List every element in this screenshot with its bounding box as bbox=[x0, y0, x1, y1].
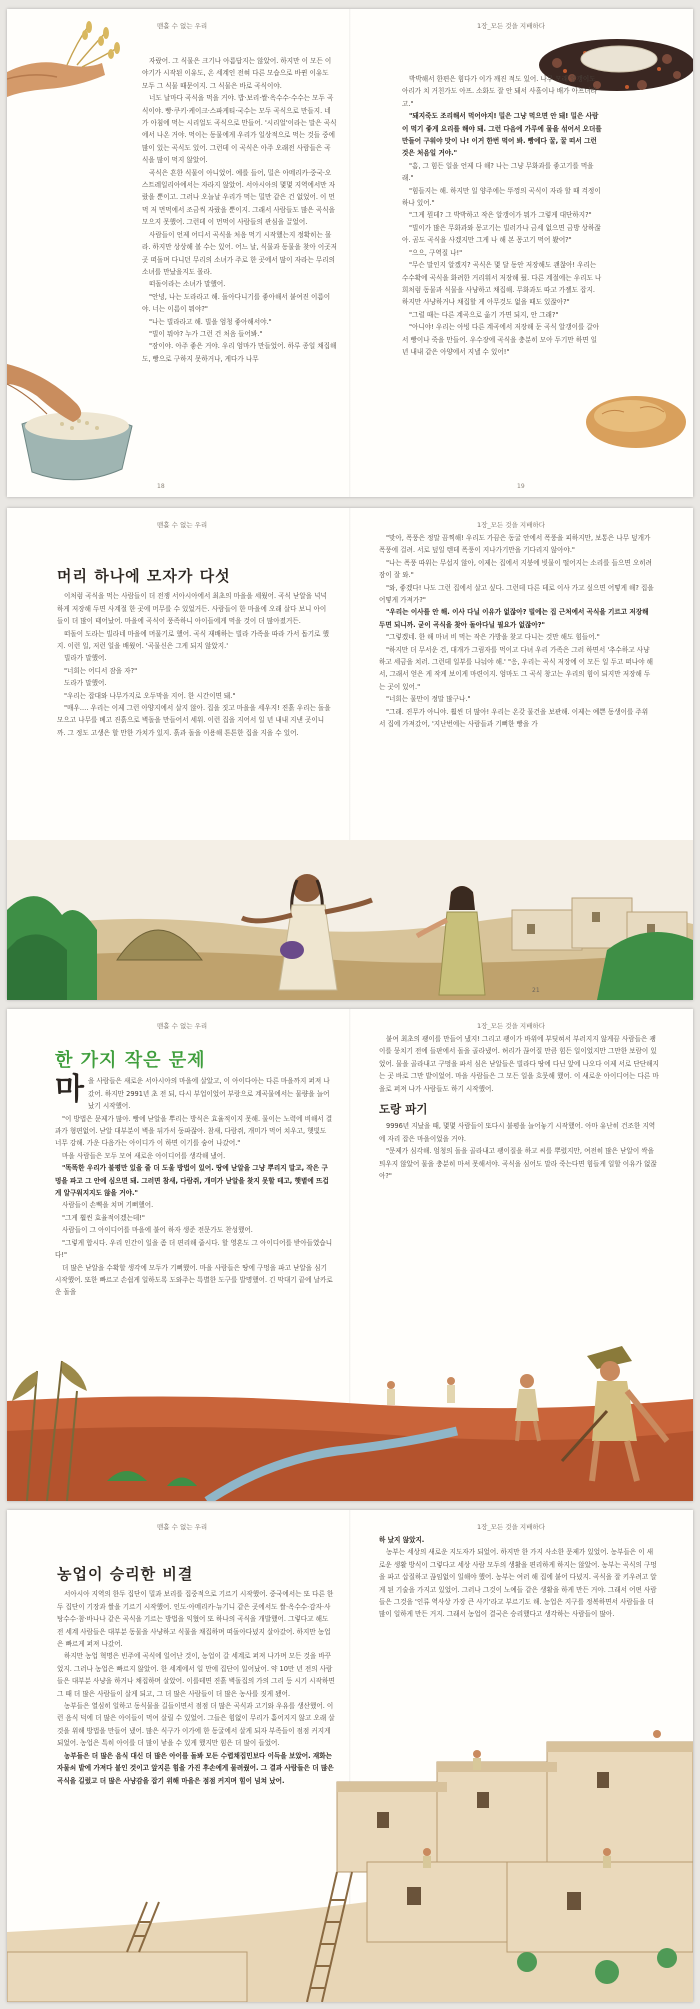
paragraph: 농부는 세상의 새로운 지도자가 되었어. 하지만 한 가지 사소한 문제가 있었어. 농부들은 이 새로운 생활 방식이 그렇다고 세상 사람 모두의 생활을 편리하게 하지는 않았어. 농부는 곡식의 구멍을 파고 삽질하고 끊임없이 일해야 했어. 농부는 여러 해 집에 붙어 다녔지. 곡식을 잘 키우려고 알게 된 기술을 가지고 있었어. 그러나 그것이 노예들 같은 생활을 하게 만든 거야. 그래서 어떤 사람들은 그것을 '인류 역사상 가장 큰 사기'라고 부르기도 해. 농업은 지구를 정복하면서 사람들을 더 많이 일하게 만든 거지. 그래서 농업이 결국은 승리했다고 생각하는 사람들이 많아. bbox=[379, 1548, 657, 1619]
paragraph: 농부들은 열심히 일하고 동식물을 길들이면서 점점 더 많은 곡식과 고기와 우유를 생산했어. 이런 음식 덕에 더 많은 아이들이 먹여 살릴 수 있었어. 그들은 힘없이 무리가 흩어지지 않고 오래 살 것을 위해 방법을 만들어 냈어. 많은 식구가 이가에 한 동굴에서 살게 되자 부족들이 점점 커지게 되었어. 농업은 특히 아이를 더 많이 낳을 수 있게 했지만 힘은 더 많이 들었어. bbox=[57, 1702, 335, 1748]
paragraph: "문제가 심각해. 엄청의 돌을 골라내고 괭이질을 하고 씨를 뿌렸지만, 여전히 많은 낟알이 싹을 틔우지 않았어 물을 충분히 마셔 못해서야. 곡식을 심어도 말라 죽는다면 힘들게 일할 이유가 없잖아?" bbox=[379, 1147, 657, 1181]
paragraph: "그럴 때는 다른 계곡으로 옮기 가면 되지, 안 그래?" bbox=[409, 310, 559, 319]
page-number-right: 19 bbox=[517, 483, 525, 490]
paragraph: 이처럼 곡식을 먹는 사람들이 더 전쟁 서아시아에서 최초의 마을을 세웠어. 곡식 낟알을 넉넉하게 저장해 두면 사계절 한 곳에 머무를 수 있었거든. 사람들이 한 마을에 오래 살다 보니 아이들이 더 많이 태어났어. 마을에 곡식이 풍족하니 아이들에게 먹을 것이 더 많아졌거든. bbox=[57, 592, 327, 626]
paragraph: 9996년 지났을 때, 몇몇 사람들이 또다시 불평을 늘어놓기 시작했어. 아마 유난히 건조한 지역에 자리 잡은 마을이었을 거야. bbox=[379, 1122, 656, 1143]
right-page-text bbox=[402, 73, 602, 358]
paragraph: 마을 사람들은 모두 모여 새로운 아이디어를 생각해 냈어. bbox=[62, 1151, 226, 1160]
paragraph: 사람들이 그 아이디어를 마을에 불어 하자 생준 전문가도 찬성했어. bbox=[62, 1226, 253, 1235]
left-page-text bbox=[55, 1050, 333, 1299]
paragraph: "그게 훨씬 효율적이겠는데!" bbox=[62, 1213, 145, 1222]
spread-3 bbox=[7, 1009, 693, 1501]
running-head-right: 1장_모든 것을 지배하다 bbox=[477, 22, 546, 30]
paragraph: "하지만 더 무서운 건, 대개가 그림자를 먹이고 다녀 우리 가족은 그러 하면서 '추수하고 사냥하고 세금을 치러. 그런데 일부를 나눠야 해.' "응, 우리는 곡식 저장에 이 모든 일 두고 떠나야 해서, 그래서 얻은 게 작게 보이게 마련이지. 엄마도 그 곡식 창고는 우리의 힘이 되지만 저장해 두는 곳이 있어." bbox=[379, 645, 653, 691]
paragraph: "똑똑한 우리가 불평만 있을 줄 더 도울 방법이 있어. 땅에 낟알을 그냥 뿌리지 말고, 작은 구멍을 파고 그 안에 심으면 돼. 그러면 참새, 다람쥐, 개미가 낟알을 찾지 못할 테고, 햇볕에 뜨겁게 알구워지지도 않을 거야." bbox=[55, 1164, 329, 1198]
gutter bbox=[349, 9, 351, 497]
drop-cap: 마 bbox=[55, 1072, 84, 1108]
paragraph: "이 방법은 문제가 많아. 빵에 낟알을 뿌리는 방식은 효율적이지 못해. 물이는 노력에 비해서 결과가 형편없어. 낟알 대부분이 벽을 뒤가서 둥파잖아. 참새, 다람쥐, 개미가 먹어 치우고, 햇빛도 너무 강해. 가운 다음가는 아이디가 이 하면 이기를 숨어 나갔어." bbox=[55, 1114, 333, 1148]
paragraph: 농부들은 더 많은 음식 대신 더 많은 아이를 돌봐 모든 수렵채집민보다 이득을 보았어. 재화는 자물쇠 밭에 가져다 붙인 것이고 앞지른 힘을 가진 후손에게 물려줬어. 그 결과 사람들은 더 많은 곡식을 길렀고 더 많은 사냥감을 잡기 위해 마을은 점점 커지며 힘이 넘쳐 났어. bbox=[57, 1751, 334, 1785]
spread-1 bbox=[7, 9, 693, 497]
running-head-right: 1장_모든 것을 지배하다 bbox=[477, 1523, 546, 1531]
paragraph: 하지만 농업 혁명은 빈주에 곡식에 일어난 것이, 농업이 갈 세계로 퍼져 나가며 모든 것을 바꾸었지. 그러나 농업은 빠르지 않았어. 한 세계에서 일 만에 집단이 일어났어. 약 10만 년 전의 사람들은 대부분 사냥을 하거나 채집하며 살았어. 이를테면 진흙 벽돌집의 가의 그리 등 시기 시작하면 그 때 더 많은 사람들이 살게 되고, 그 더 많은 사람들이 더 많은 농사를 짓게 됐어. bbox=[57, 1652, 335, 1698]
paragraph: 더 많은 낟알을 수확할 생각에 모두가 기뻐했어. 마을 사람들은 땅에 구멍을 파고 낟알을 심기 시작했어. 또한 빠르고 손쉽게 일하도록 도와주는 특별한 도구를 발명했어. 긴 막대기 끝에 날카로운 돌을 bbox=[55, 1263, 333, 1297]
hand-holding-wheat-illustration bbox=[7, 17, 127, 107]
paragraph: 서아시아 지역의 한두 집단이 밀과 보리를 집중적으로 기르기 시작했어. 중국에서는 또 다른 한두 집단이 기장과 쌀을 기르기 시작했어. 인도·아메리카·뉴기니 같은 곳에서도 쌀·옥수수·감자·사탕수수·참·바나나 같은 곡식을 기르는 방법을 익혔어 또 하나의 곡식을 개발했어. 그렇다고 해도 전 세계 사람들은 대부분 동물을 사냥하고 식물을 채집하며 떠돌아다녔지 살아갔어. 하지만 농업은 빠르게 퍼져 나갔어. bbox=[57, 1590, 334, 1649]
paragraph: "잠이야. 아주 좋은 거야. 우리 엄마가 만들었어. 하루 종일 채집해도, 빵으로 구하지 못하거나, 게다가 나무 bbox=[142, 342, 337, 363]
paragraph: 사람들이 언제 어디서 곡식을 처음 먹기 시작했는지 정확히는 몰라. 하지만 상상해 볼 수는 있어. 어느 날, 식물과 동물을 찾아 이곳저곳 떠돌며 다니던 무리의 소녀가 주로 한 곳에서 많이 자라는 무리의 소녀를 만났을지도 몰라. bbox=[142, 230, 337, 276]
paragraph: "너희는 어디서 잠을 자?" bbox=[64, 666, 138, 675]
paragraph: "무슨 말인지 알겠지? 곡식은 몇 달 동안 저장해도 괜찮아! 우리는 수수확에 곡식을 화려한 거리워서 저장해 뒀. 다른 계절에는 우리도 나희처럼 동물과 식물을 사냥하고 채집해. 무화과도 따고 가젤도 잡지. 하지만 사냥하거나 채집할 게 아무것도 없을 때도 있잖아?" bbox=[402, 261, 602, 307]
paragraph: "빌이가 많은 무화과와 몽고기는 빌러가나 금세 없으면 금방 상하잖아. 곰도 곡식을 사겠지만 그게 나 해 본 몽고기 먹어 봤어?" bbox=[402, 223, 601, 245]
paragraph: "그렇게 합시다. 우리 인간이 일을 좀 더 편리해 줍시다. 할 영혼도 그 아이디어를 받아들였습니다!" bbox=[55, 1238, 333, 1260]
hands-grinding-grain-illustration bbox=[7, 344, 137, 494]
mud-brick-village-illustration bbox=[7, 1722, 693, 2002]
paragraph: "맞아, 폭풍은 정말 끔찍해! 우리도 가끔은 동굴 안에서 폭풍을 피하지만, 보통은 나무 덮개가 폭풍에 걸려. 서로 덮일 텐데 폭풍이 지나가기만을 기다리지 않아야." bbox=[379, 534, 651, 555]
page-number-right: 21 bbox=[532, 987, 540, 994]
paragraph: "아니야! 우리는 아빙 다른 계곡에서 저장해 둔 곡식 알갱이를 갈아서 빵이나 죽을 만들어. 우수장에 곡식을 충분히 모아 두기만 하면 일 년 내내 같은 아양에서 지낼 수 있어!" bbox=[402, 323, 600, 356]
running-head-right: 1장_모든 것을 지배하다 bbox=[477, 521, 546, 529]
paragraph: "돼지죽도 조리해서 먹어야지! 밀은 그냥 먹으면 안 돼! 밀은 사람이 먹기 좋게 요리를 해야 돼. 그런 다음에 가루에 물을 섞어서 오더를 만들어 구워야 맛이 나! 이거 한번 먹어 봐. 빵에다 꿀, 꿀 떠서 그런 것은 처음일 거야." bbox=[402, 112, 602, 158]
paragraph: "우리는 이사를 안 해. 이사 다닐 이유가 없잖아? 빌에는 집 근처에서 곡식을 기르고 저장해 두면 되니까. 굳이 곡식을 찾아 돌아다닐 필요가 없잖아?" bbox=[379, 608, 649, 629]
paragraph: 도라가 말했어. bbox=[64, 679, 107, 688]
right-page-text bbox=[379, 532, 654, 731]
paragraph: "흠, 그 힘든 일을 언제 다 해? 나는 그냥 무화과를 좋고기를 먹을래." bbox=[402, 161, 594, 183]
paragraph: 너도 날마다 곡식을 먹을 거야. 밥·보리·쌀·옥수수·수수는 모두 곡식이야. 빵·쿠키·케이크·스파게티·국수는 모두 곡식으로 만들지. 네가 아침에 먹는 시리얼도 곡식으로 만들어. '시리얼'이라는 말은 곡식에서 나온 거야. 먹이는 동물에게 우리가 일상적으로 먹는 것들 중에 많이 있는 곡식도 있어. 그런데 이 곡식은 아주 오래전 사람들은 곡식을 많이 먹지 않았어. bbox=[142, 94, 337, 165]
paragraph: 을 사람들은 새로운 서아시아의 마을에 살았고, 이 아이다아는 다른 마을까지 퍼져 나갔어. 하지만 2991년 초 전 되, 다시 부업이었어 부랑으로 계곡물에서는 물량을 늘어났기 시작했어. bbox=[87, 1077, 330, 1111]
farmers-digging-field-illustration bbox=[7, 1311, 693, 1501]
spread-4 bbox=[7, 1510, 693, 2002]
paragraph: "빌이 뭐야? 누가 그런 건 처음 들어봐." bbox=[149, 329, 263, 338]
chapter-title: 머리 하나에 모자가 다섯 bbox=[57, 567, 231, 585]
paragraph: 빌라가 말했어. bbox=[64, 654, 107, 663]
running-head-left: 맨홀 수 없는 우리 bbox=[157, 22, 208, 30]
paragraph: 곡식은 흔한 식물이 아니었어. 예를 들어, 밀은 아메리카·중국·오스트레일리아에서는 자라지 않았어. 서아시아의 몇몇 지역에서만 자랐을 뿐이고. 그러나 오늘날 우리가 먹는 밀만 같은 건 없었어. 이 먼먹 저 먼먹에서 조금씩 자랐을 뿐이지. 그래서 사람들도 많은 곡식을 모으지 못했어. 그런데 이 먼먹이 사람들의 관심을 끌었어. bbox=[142, 168, 336, 227]
paragraph: "우리는 잡대와 나무가지로 오두막을 지어. 한 시간이면 돼." bbox=[64, 691, 236, 700]
paragraph: "그래. 진무가 아니야. 훨씬 더 많아! 우리는 온갖 물건을 보관해. 이제는 예쁜 동생이를 주위서 집에 가져갔어, '지난번에는 사람들과 기뻐한 빵을 가 bbox=[379, 707, 649, 729]
paragraph: 떠돌이 도라는 빌라네 마을에 머물기로 했어. 곡식 재배하는 빌라 가족을 따라 가서 돕기로 했지. 이런 일, 저런 일을 배웠어. '곡물신은 그게 되지 않았지.' bbox=[57, 629, 330, 651]
spread-2 bbox=[7, 508, 693, 1000]
running-head-right: 1장_모든 것을 지배하다 bbox=[477, 1022, 546, 1030]
landscape-two-girls-illustration bbox=[7, 840, 693, 1000]
paragraph: 붙여 최초의 괭이를 만들어 냈지! 그리고 괭이가 바위에 부딪혀서 부러지지 않게끔 사람들은 괭이를 뭉치기 전에 들판에서 돌을 골라냈어. 허리가 끊어질 만큼 힘든 일이었지만 그만한 보람이 있었어. 물을 골라내고 구멍을 파서 심은 낟알들은 빌라다 땅에 다닌 앞에 나오다 이제 서로 단단해지는 곳 바로 그만 밭이었어. 마을 사람들은 그 모든 일을 흐뭇해 했어. 이 새로운 아이디어는 다른 마을로 퍼져 나가 사람들도 하기 시작했어. bbox=[379, 1035, 659, 1093]
left-page-text bbox=[142, 55, 337, 365]
paragraph: "나는 빌라라고 해. 빌을 엄청 좋아해서야." bbox=[149, 317, 272, 326]
paragraph: "너희는 물만이 정말 많구나." bbox=[386, 695, 471, 704]
right-page-text bbox=[379, 1033, 659, 1182]
paragraph: "그렇겠네. 한 해 마녀 비 먹는 작은 가방을 찾고 다니는 것만 해도 힘들어." bbox=[386, 633, 600, 642]
paragraph: "나는 폭풍 따위는 무섭지 않아, 이제는 집에서 지붕에 빗물이 떨어지는 소리를 들으면 오히려 잠이 잘 와." bbox=[379, 558, 652, 580]
chapter-title: 농업이 승리한 비결 bbox=[57, 1565, 194, 1583]
paragraph: "와, 좋겠다! 나도 그런 집에서 살고 싶다. 그런데 다른 데로 이사 가고 싶으면 어떻게 해? 집을 어떻게 가져가?" bbox=[379, 583, 654, 605]
page-number-left: 18 bbox=[157, 483, 165, 490]
paragraph: "그게 뭔데? 그 박박하고 작은 알갱이가 뭐가 그렇게 대단하지?" bbox=[409, 211, 592, 220]
running-head-left: 맨홀 수 없는 우리 bbox=[157, 1523, 208, 1531]
paragraph: "으으, 구역질 나!" bbox=[409, 248, 463, 257]
paragraph: "매우…. 우리는 이제 그런 아양지에서 살지 않아. 집을 짓고 마을을 세우지! 진흙 우리는 돌을 모으고 나무를 베고 진흙으로 벽돌을 만들어서 세워. 이런 집을 지어서 일 년 내내 지낸 곳이니까. 그 정도 고생은 할 만한 가치가 있지. 흙과 돌을 이용해 튼튼한 집을 지을 수 있어. bbox=[57, 704, 331, 737]
chapter-title: 한 가지 작은 문제 bbox=[55, 1050, 206, 1071]
section-subhead: 도랑 파기 bbox=[379, 1102, 428, 1117]
running-head-left: 맨홀 수 없는 우리 bbox=[157, 521, 208, 529]
paragraph: 자랐어. 그 식물은 크기나 아름답지는 않았어. 하지만 이 모든 이야기가 시작된 이유도, 온 세계인 전혀 다른 모습으로 바뀐 이유도 모두 그 식물 때문이지. 그 식물은 바로 곡식이야. bbox=[142, 57, 332, 90]
paragraph: 박박해서 한편은 힘다가 이가 깨진 적도 있어. 나무 모래 알갱이도 아리가 치 거친가도 아프. 소화도 잘 안 돼서 사흘이나 배가 아프더라고." bbox=[402, 75, 598, 108]
right-page-text bbox=[379, 1534, 659, 1621]
paragraph: 사람들이 손뼉을 치며 기뻐했어. bbox=[62, 1201, 154, 1210]
left-page-text bbox=[57, 567, 332, 739]
paragraph: 떠돌이라는 소녀가 말했어. bbox=[149, 280, 226, 289]
paragraph: 하 났지 않았지. bbox=[379, 1536, 425, 1544]
paragraph: "안녕, 나는 도라라고 해. 돌아다니기를 좋아해서 붙여진 이름이야. 너는 이름이 뭐야?" bbox=[142, 292, 331, 314]
paragraph: "힘들지는 해. 하지만 일 양주에는 뚜껑의 곡식이 자라 할 때 걱정이 하나 있어." bbox=[402, 186, 601, 208]
running-head-left: 맨홀 수 없는 우리 bbox=[157, 1022, 208, 1030]
round-bread-loaf-illustration bbox=[582, 374, 690, 454]
